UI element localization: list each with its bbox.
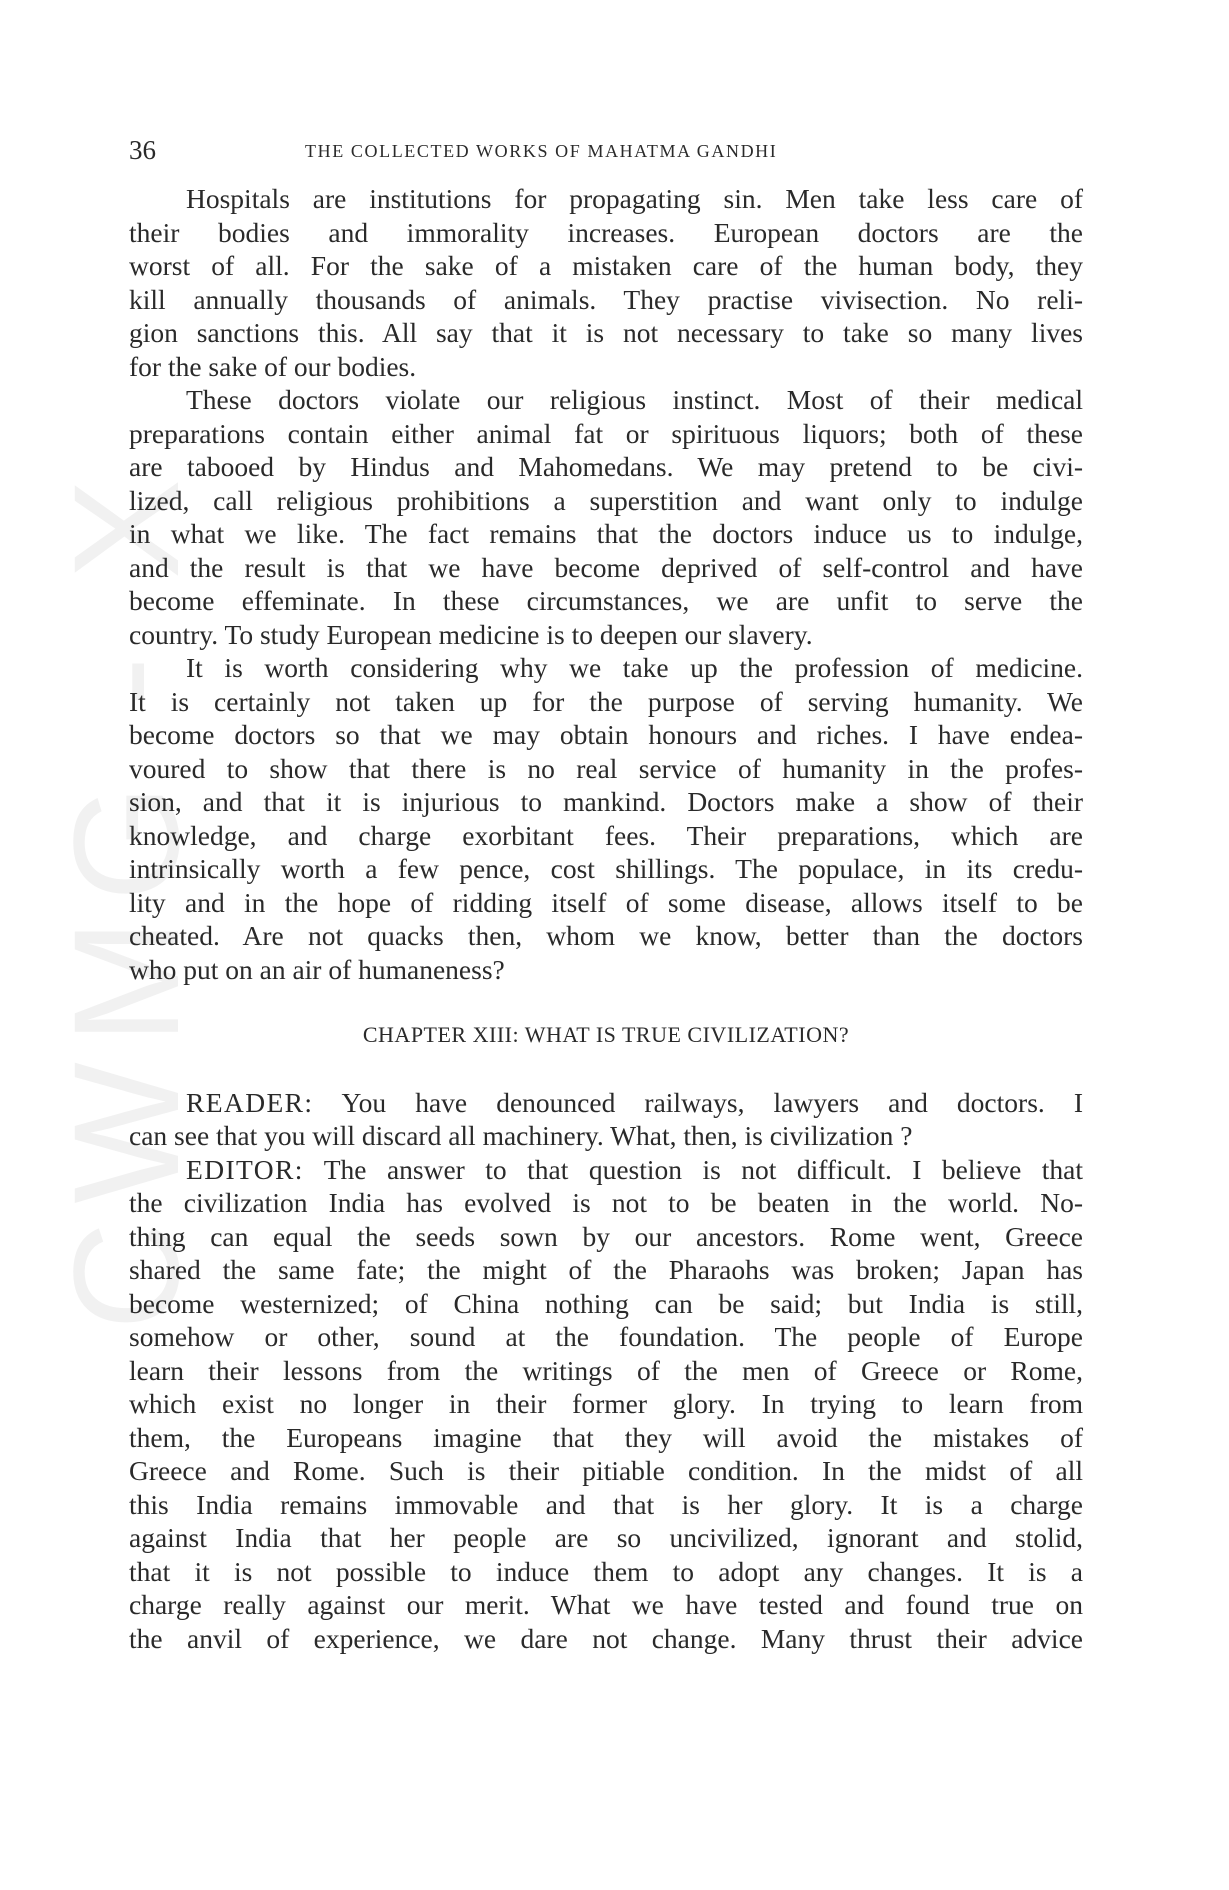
text-line: Greece and Rome. Such is their pitiable condition. In the midst of all	[129, 1455, 1083, 1486]
text-line: thing can equal the seeds sown by our ancestors. Rome went, Greece	[129, 1220, 1083, 1252]
page-number: 36	[129, 135, 156, 165]
text-line: preparations contain either animal fat or spirituous liquors; both of these	[129, 417, 1083, 449]
text-line: this India remains immovable and that is her glory. It is a charge	[129, 1488, 1083, 1520]
text-line: shared the same fate; the might of the Pharaohs was broken; Japan has	[129, 1254, 1083, 1285]
editor-line-text: The answer to that question is not difficult. I believe that	[323, 1153, 1083, 1185]
editor-speech	[129, 1153, 1083, 1656]
text-line: It is worth considering why we take up the profession of medicine.	[186, 652, 1083, 683]
book-title: THE COLLECTED WORKS OF MAHATMA GANDHI	[305, 141, 778, 161]
body-text	[129, 182, 1083, 1655]
text-line: somehow or other, sound at the foundation. The people of Europe	[129, 1321, 1083, 1352]
text-line: sion, and that it is injurious to mankind. Doctors make a show of their	[129, 786, 1083, 817]
text-line: intrinsically worth a few pence, cost shillings. The populace, in its credu-	[129, 853, 1083, 884]
text-line: and the result is that we have become deprived of self-control and have	[129, 551, 1083, 583]
text-line: that it is not possible to induce them to adopt any changes. It is a	[129, 1555, 1083, 1587]
paragraph-hospitals	[129, 182, 1083, 383]
text-line: country. To study European medicine is to deepen our slavery.	[129, 618, 813, 650]
paragraph-doctors-violate	[129, 383, 1083, 651]
paragraph-profession	[129, 651, 1083, 986]
text-line	[129, 1153, 1083, 1187]
text-line: in what we like. The fact remains that the doctors induce us to indulge,	[129, 518, 1083, 549]
text-line: gion sanctions this. All say that it is not necessary to take so many lives	[129, 317, 1083, 348]
text-line: These doctors violate our religious instinct. Most of their medical	[186, 384, 1083, 415]
text-line: charge really against our merit. What we have tested and found true on	[129, 1589, 1083, 1620]
speaker-label-editor: EDITOR:	[186, 1153, 304, 1185]
text-line: become westernized; of China nothing can be said; but India is still,	[129, 1287, 1083, 1319]
text-line: the civilization India has evolved is not to be beaten in the world. No-	[129, 1187, 1083, 1218]
text-line: the anvil of experience, we dare not change. Many thrust their advice	[129, 1622, 1083, 1654]
text-line: worst of all. For the sake of a mistaken care of the human body, they	[129, 250, 1083, 281]
text-line: Hospitals are institutions for propagating sin. Men take less care of	[186, 183, 1083, 214]
speaker-label-reader: READER:	[186, 1086, 314, 1118]
text-line: them, the Europeans imagine that they will avoid the mistakes of	[129, 1421, 1083, 1453]
reader-speech	[129, 1086, 1083, 1153]
text-line: learn their lessons from the writings of the men of Greece or Rome,	[129, 1354, 1083, 1386]
reader-line-text: You have denounced railways, lawyers and doctors. I	[341, 1086, 1084, 1118]
text-line: are tabooed by Hindus and Mahomedans. We may pretend to be civi-	[129, 451, 1083, 482]
text-line: can see that you will discard all machinery. What, then, is civilization ?	[129, 1120, 913, 1151]
text-line: against India that her people are so uncivilized, ignorant and stolid,	[129, 1522, 1083, 1553]
text-line: voured to show that there is no real service of humanity in the profes-	[129, 752, 1083, 784]
text-line: become doctors so that we may obtain honours and riches. I have endea-	[129, 719, 1083, 750]
text-line: who put on an air of humaneness?	[129, 953, 505, 985]
watermark: CWMG - X	[42, 461, 210, 1330]
text-line	[129, 1086, 1083, 1120]
text-line: It is certainly not taken up for the purpose of serving humanity. We	[129, 685, 1083, 717]
text-line: become effeminate. In these circumstances, we are unfit to serve the	[129, 585, 1083, 616]
text-line: knowledge, and charge exorbitant fees. Their preparations, which are	[129, 819, 1083, 851]
text-line: which exist no longer in their former glory. In trying to learn from	[129, 1388, 1083, 1419]
chapter-heading: CHAPTER XIII: WHAT IS TRUE CIVILIZATION?	[362, 1022, 850, 1047]
text-line: kill annually thousands of animals. They practise vivisection. No reli-	[129, 283, 1083, 315]
running-head	[129, 132, 1083, 168]
text-line: for the sake of our bodies.	[129, 350, 417, 382]
text-line: cheated. Are not quacks then, whom we know, better than the doctors	[129, 920, 1083, 951]
text-line: their bodies and immorality increases. European doctors are the	[129, 216, 1083, 248]
text-line: lized, call religious prohibitions a superstition and want only to indulge	[129, 484, 1083, 516]
text-line: lity and in the hope of ridding itself of some disease, allows itself to be	[129, 886, 1083, 918]
